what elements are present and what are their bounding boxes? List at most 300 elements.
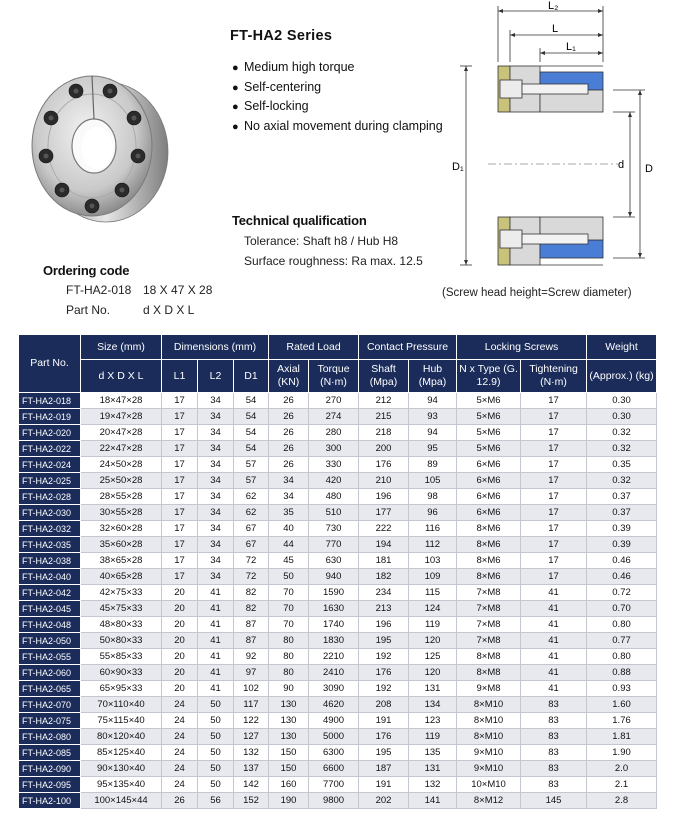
series-title: FT-HA2 Series xyxy=(230,28,333,44)
cell-tightening: 17 xyxy=(521,473,587,489)
cell-shaft: 176 xyxy=(359,457,409,473)
cell-tightening: 17 xyxy=(521,409,587,425)
cell-tightening: 17 xyxy=(521,553,587,569)
cell-part-no: FT-HA2-080 xyxy=(19,729,81,745)
cell-l2: 41 xyxy=(198,681,234,697)
cell-l1: 24 xyxy=(162,745,198,761)
header-size-sub: d X D X L xyxy=(81,360,162,393)
cell-hub: 95 xyxy=(409,441,457,457)
cell-size: 28×55×28 xyxy=(81,489,162,505)
cell-l1: 17 xyxy=(162,537,198,553)
table-row xyxy=(19,505,657,521)
bullet-icon: ● xyxy=(232,62,239,74)
cell-axial: 130 xyxy=(269,729,309,745)
cell-axial: 26 xyxy=(269,425,309,441)
cell-torque: 5000 xyxy=(309,729,359,745)
cell-weight: 0.37 xyxy=(587,489,657,505)
cell-part-no: FT-HA2-075 xyxy=(19,713,81,729)
cell-axial: 130 xyxy=(269,713,309,729)
cell-part-no: FT-HA2-030 xyxy=(19,505,81,521)
cell-l2: 50 xyxy=(198,729,234,745)
cell-axial: 70 xyxy=(269,601,309,617)
cell-l1: 24 xyxy=(162,761,198,777)
cell-hub: 105 xyxy=(409,473,457,489)
cell-shaft: 196 xyxy=(359,617,409,633)
cell-shaft: 177 xyxy=(359,505,409,521)
cell-axial: 34 xyxy=(269,489,309,505)
table-row xyxy=(19,649,657,665)
cell-hub: 94 xyxy=(409,393,457,409)
feature-item: ● No axial movement during clamping xyxy=(232,117,443,137)
cell-size: 55×85×33 xyxy=(81,649,162,665)
table-row xyxy=(19,553,657,569)
cell-screws: 6×M6 xyxy=(457,505,521,521)
cell-part-no: FT-HA2-024 xyxy=(19,457,81,473)
cell-d1: 72 xyxy=(234,553,269,569)
cell-screws: 5×M6 xyxy=(457,409,521,425)
cell-l2: 34 xyxy=(198,569,234,585)
cell-hub: 103 xyxy=(409,553,457,569)
cell-weight: 2.1 xyxy=(587,777,657,793)
cell-d1: 57 xyxy=(234,473,269,489)
table-row xyxy=(19,761,657,777)
cell-torque: 2210 xyxy=(309,649,359,665)
cell-hub: 94 xyxy=(409,425,457,441)
cell-screws: 8×M10 xyxy=(457,697,521,713)
cell-part-no: FT-HA2-038 xyxy=(19,553,81,569)
cell-part-no: FT-HA2-019 xyxy=(19,409,81,425)
cell-part-no: FT-HA2-100 xyxy=(19,793,81,809)
cell-hub: 141 xyxy=(409,793,457,809)
table-row xyxy=(19,729,657,745)
label-l: L xyxy=(552,23,559,35)
cell-l1: 20 xyxy=(162,585,198,601)
cell-shaft: 196 xyxy=(359,489,409,505)
cell-shaft: 191 xyxy=(359,777,409,793)
header-shaft: Shaft (Mpa) xyxy=(359,360,409,393)
header-contact-pressure: Contact Pressure xyxy=(359,335,457,360)
cell-part-no: FT-HA2-020 xyxy=(19,425,81,441)
table-row xyxy=(19,633,657,649)
cell-part-no: FT-HA2-045 xyxy=(19,601,81,617)
cell-screws: 8×M6 xyxy=(457,569,521,585)
cell-d1: 62 xyxy=(234,489,269,505)
label-d1: D₁ xyxy=(452,161,464,173)
cell-weight: 0.37 xyxy=(587,505,657,521)
cell-size: 45×75×33 xyxy=(81,601,162,617)
cell-shaft: 195 xyxy=(359,745,409,761)
table-row xyxy=(19,617,657,633)
header-l1: L1 xyxy=(162,360,198,393)
cell-hub: 112 xyxy=(409,537,457,553)
cell-weight: 0.93 xyxy=(587,681,657,697)
cell-tightening: 17 xyxy=(521,569,587,585)
cell-weight: 0.80 xyxy=(587,649,657,665)
cell-shaft: 200 xyxy=(359,441,409,457)
cell-weight: 0.30 xyxy=(587,409,657,425)
cell-size: 32×60×28 xyxy=(81,521,162,537)
cell-axial: 130 xyxy=(269,697,309,713)
table-row xyxy=(19,601,657,617)
cell-screws: 6×M6 xyxy=(457,473,521,489)
cell-weight: 0.80 xyxy=(587,617,657,633)
cell-l1: 17 xyxy=(162,569,198,585)
cell-shaft: 192 xyxy=(359,681,409,697)
cell-l2: 34 xyxy=(198,553,234,569)
cell-shaft: 181 xyxy=(359,553,409,569)
cell-tightening: 83 xyxy=(521,777,587,793)
cell-tightening: 41 xyxy=(521,585,587,601)
cell-shaft: 222 xyxy=(359,521,409,537)
cell-axial: 50 xyxy=(269,569,309,585)
cell-size: 85×125×40 xyxy=(81,745,162,761)
cell-torque: 330 xyxy=(309,457,359,473)
cell-tightening: 17 xyxy=(521,489,587,505)
cell-d1: 87 xyxy=(234,617,269,633)
cell-axial: 160 xyxy=(269,777,309,793)
cell-hub: 93 xyxy=(409,409,457,425)
cell-screws: 6×M6 xyxy=(457,489,521,505)
cell-torque: 1830 xyxy=(309,633,359,649)
cell-axial: 90 xyxy=(269,681,309,697)
cell-l2: 56 xyxy=(198,793,234,809)
cell-shaft: 182 xyxy=(359,569,409,585)
feature-item: ● Self-centering xyxy=(232,78,443,98)
cell-hub: 115 xyxy=(409,585,457,601)
cell-size: 48×80×33 xyxy=(81,617,162,633)
table-row xyxy=(19,457,657,473)
cell-axial: 80 xyxy=(269,649,309,665)
cell-axial: 150 xyxy=(269,745,309,761)
cell-axial: 26 xyxy=(269,393,309,409)
ordering-example xyxy=(66,283,212,297)
cell-shaft: 187 xyxy=(359,761,409,777)
label-d-small: d xyxy=(618,159,625,171)
cell-d1: 62 xyxy=(234,505,269,521)
cell-hub: 119 xyxy=(409,729,457,745)
cell-tightening: 83 xyxy=(521,713,587,729)
cell-screws: 8×M8 xyxy=(457,665,521,681)
header-rated-load: Rated Load xyxy=(269,335,359,360)
cell-shaft: 192 xyxy=(359,649,409,665)
cell-part-no: FT-HA2-050 xyxy=(19,633,81,649)
table-row xyxy=(19,713,657,729)
cell-part-no: FT-HA2-032 xyxy=(19,521,81,537)
cell-screws: 8×M8 xyxy=(457,649,521,665)
cell-screws: 5×M6 xyxy=(457,393,521,409)
cell-part-no: FT-HA2-035 xyxy=(19,537,81,553)
spec-table xyxy=(18,334,657,809)
cell-l2: 50 xyxy=(198,697,234,713)
label-l1: L₁ xyxy=(566,41,576,53)
cell-torque: 510 xyxy=(309,505,359,521)
cell-tightening: 17 xyxy=(521,441,587,457)
cell-tightening: 41 xyxy=(521,665,587,681)
cell-torque: 9800 xyxy=(309,793,359,809)
ordering-format xyxy=(66,303,194,317)
cell-screws: 7×M8 xyxy=(457,617,521,633)
table-row xyxy=(19,665,657,681)
cell-l2: 50 xyxy=(198,761,234,777)
cell-axial: 190 xyxy=(269,793,309,809)
table-row xyxy=(19,425,657,441)
cell-l2: 34 xyxy=(198,505,234,521)
cell-d1: 137 xyxy=(234,761,269,777)
cell-weight: 0.32 xyxy=(587,425,657,441)
tolerance-text: Tolerance: Shaft h8 / Hub H8 xyxy=(244,234,399,248)
cell-torque: 940 xyxy=(309,569,359,585)
cell-screws: 8×M10 xyxy=(457,729,521,745)
cell-l1: 20 xyxy=(162,601,198,617)
cell-screws: 7×M8 xyxy=(457,601,521,617)
table-row xyxy=(19,777,657,793)
cell-size: 65×95×33 xyxy=(81,681,162,697)
roughness-text: Surface roughness: Ra max. 12.5 xyxy=(244,254,423,268)
cell-screws: 10×M10 xyxy=(457,777,521,793)
cell-l2: 34 xyxy=(198,441,234,457)
product-photo xyxy=(22,66,172,226)
cell-torque: 3090 xyxy=(309,681,359,697)
table-row xyxy=(19,521,657,537)
bullet-icon: ● xyxy=(232,81,239,94)
cell-torque: 280 xyxy=(309,425,359,441)
table-row xyxy=(19,569,657,585)
cell-weight: 0.88 xyxy=(587,665,657,681)
cell-part-no: FT-HA2-085 xyxy=(19,745,81,761)
cell-axial: 70 xyxy=(269,585,309,601)
cell-l1: 20 xyxy=(162,633,198,649)
label-d-large: D xyxy=(645,163,653,175)
cell-l2: 41 xyxy=(198,633,234,649)
cell-l1: 17 xyxy=(162,425,198,441)
cell-d1: 87 xyxy=(234,633,269,649)
cell-screws: 6×M6 xyxy=(457,457,521,473)
cell-screws: 9×M10 xyxy=(457,761,521,777)
cell-d1: 72 xyxy=(234,569,269,585)
cell-hub: 120 xyxy=(409,633,457,649)
cell-d1: 54 xyxy=(234,441,269,457)
header-l2: L2 xyxy=(198,360,234,393)
table-row xyxy=(19,745,657,761)
table-row xyxy=(19,585,657,601)
cell-weight: 0.46 xyxy=(587,553,657,569)
cell-shaft: 218 xyxy=(359,425,409,441)
cell-l2: 41 xyxy=(198,617,234,633)
cell-torque: 270 xyxy=(309,393,359,409)
cell-d1: 54 xyxy=(234,409,269,425)
cell-hub: 135 xyxy=(409,745,457,761)
cell-axial: 44 xyxy=(269,537,309,553)
cell-axial: 34 xyxy=(269,473,309,489)
cell-d1: 132 xyxy=(234,745,269,761)
cell-l1: 17 xyxy=(162,441,198,457)
cell-size: 50×80×33 xyxy=(81,633,162,649)
cross-section-drawing xyxy=(440,0,670,285)
feature-list xyxy=(232,58,443,136)
cell-tightening: 83 xyxy=(521,697,587,713)
cell-size: 100×145×44 xyxy=(81,793,162,809)
cell-part-no: FT-HA2-090 xyxy=(19,761,81,777)
ordering-title: Ordering code xyxy=(43,263,130,278)
cell-torque: 480 xyxy=(309,489,359,505)
bullet-icon: ● xyxy=(232,120,239,133)
cell-d1: 127 xyxy=(234,729,269,745)
cell-torque: 1590 xyxy=(309,585,359,601)
cell-size: 60×90×33 xyxy=(81,665,162,681)
cell-torque: 4900 xyxy=(309,713,359,729)
cell-part-no: FT-HA2-055 xyxy=(19,649,81,665)
cell-axial: 40 xyxy=(269,521,309,537)
table-row xyxy=(19,409,657,425)
cell-l1: 24 xyxy=(162,777,198,793)
cell-l2: 50 xyxy=(198,713,234,729)
cell-weight: 1.90 xyxy=(587,745,657,761)
cell-d1: 67 xyxy=(234,521,269,537)
cell-shaft: 194 xyxy=(359,537,409,553)
cell-hub: 123 xyxy=(409,713,457,729)
cell-tightening: 17 xyxy=(521,393,587,409)
cell-axial: 35 xyxy=(269,505,309,521)
table-row xyxy=(19,441,657,457)
cell-hub: 132 xyxy=(409,777,457,793)
cell-screws: 8×M12 xyxy=(457,793,521,809)
header-hub: Hub (Mpa) xyxy=(409,360,457,393)
table-row xyxy=(19,537,657,553)
cell-d1: 102 xyxy=(234,681,269,697)
ordering-example-code: FT-HA2-018 xyxy=(66,283,132,297)
cell-tightening: 41 xyxy=(521,617,587,633)
cell-size: 40×65×28 xyxy=(81,569,162,585)
cell-weight: 0.39 xyxy=(587,537,657,553)
cell-shaft: 234 xyxy=(359,585,409,601)
cell-d1: 57 xyxy=(234,457,269,473)
cell-shaft: 213 xyxy=(359,601,409,617)
cell-weight: 2.0 xyxy=(587,761,657,777)
cell-size: 42×75×33 xyxy=(81,585,162,601)
cell-hub: 109 xyxy=(409,569,457,585)
cell-l2: 41 xyxy=(198,649,234,665)
header-locking-screws: Locking Screws xyxy=(457,335,587,360)
cell-weight: 0.46 xyxy=(587,569,657,585)
cell-size: 75×115×40 xyxy=(81,713,162,729)
header-weight: Weight xyxy=(587,335,657,360)
cell-screws: 7×M8 xyxy=(457,585,521,601)
cell-d1: 82 xyxy=(234,601,269,617)
technical-title: Technical qualification xyxy=(232,213,367,228)
spec-table-body xyxy=(19,393,657,809)
cell-part-no: FT-HA2-022 xyxy=(19,441,81,457)
cell-torque: 300 xyxy=(309,441,359,457)
feature-item: ● Medium high torque xyxy=(232,58,443,78)
cell-axial: 150 xyxy=(269,761,309,777)
cell-size: 18×47×28 xyxy=(81,393,162,409)
cell-part-no: FT-HA2-060 xyxy=(19,665,81,681)
cell-torque: 770 xyxy=(309,537,359,553)
cell-hub: 89 xyxy=(409,457,457,473)
cell-d1: 82 xyxy=(234,585,269,601)
cell-axial: 26 xyxy=(269,409,309,425)
cell-d1: 142 xyxy=(234,777,269,793)
cell-part-no: FT-HA2-025 xyxy=(19,473,81,489)
cell-tightening: 145 xyxy=(521,793,587,809)
cell-screws: 8×M10 xyxy=(457,713,521,729)
header-part-no: Part No. xyxy=(19,335,81,393)
cell-size: 70×110×40 xyxy=(81,697,162,713)
cell-d1: 92 xyxy=(234,649,269,665)
cell-size: 38×65×28 xyxy=(81,553,162,569)
cell-axial: 80 xyxy=(269,633,309,649)
cell-hub: 96 xyxy=(409,505,457,521)
cell-tightening: 83 xyxy=(521,761,587,777)
cell-screws: 5×M6 xyxy=(457,425,521,441)
cell-tightening: 83 xyxy=(521,729,587,745)
cell-l1: 20 xyxy=(162,617,198,633)
ordering-example-size: 18 X 47 X 28 xyxy=(143,283,213,297)
table-row xyxy=(19,393,657,409)
cell-l1: 17 xyxy=(162,473,198,489)
cell-l1: 24 xyxy=(162,713,198,729)
cell-hub: 134 xyxy=(409,697,457,713)
cell-screws: 9×M10 xyxy=(457,745,521,761)
cell-tightening: 83 xyxy=(521,745,587,761)
cell-l1: 17 xyxy=(162,505,198,521)
cell-axial: 26 xyxy=(269,457,309,473)
cell-size: 20×47×28 xyxy=(81,425,162,441)
cell-l1: 17 xyxy=(162,521,198,537)
table-row xyxy=(19,697,657,713)
cell-l1: 24 xyxy=(162,729,198,745)
header-d1: D1 xyxy=(234,360,269,393)
cell-l2: 34 xyxy=(198,521,234,537)
bullet-icon: ● xyxy=(232,101,239,113)
cell-torque: 2410 xyxy=(309,665,359,681)
cell-shaft: 176 xyxy=(359,729,409,745)
header-tightening: Tightening (N·m) xyxy=(521,360,587,393)
cell-d1: 67 xyxy=(234,537,269,553)
header-size: Size (mm) xyxy=(81,335,162,360)
part-format: d X D X L xyxy=(143,303,195,317)
cell-weight: 1.76 xyxy=(587,713,657,729)
cell-weight: 0.32 xyxy=(587,441,657,457)
cell-l2: 41 xyxy=(198,585,234,601)
cell-size: 80×120×40 xyxy=(81,729,162,745)
table-row xyxy=(19,793,657,809)
cell-shaft: 215 xyxy=(359,409,409,425)
cell-l1: 17 xyxy=(162,409,198,425)
cell-part-no: FT-HA2-018 xyxy=(19,393,81,409)
cell-screws: 8×M6 xyxy=(457,537,521,553)
cell-weight: 0.72 xyxy=(587,585,657,601)
cell-hub: 120 xyxy=(409,665,457,681)
screw-note: (Screw head height=Screw diameter) xyxy=(442,287,632,299)
cell-l1: 17 xyxy=(162,457,198,473)
cell-screws: 5×M6 xyxy=(457,441,521,457)
cell-weight: 0.32 xyxy=(587,473,657,489)
cell-screws: 7×M8 xyxy=(457,633,521,649)
cell-axial: 70 xyxy=(269,617,309,633)
cell-l1: 24 xyxy=(162,697,198,713)
cell-size: 90×130×40 xyxy=(81,761,162,777)
cell-size: 95×135×40 xyxy=(81,777,162,793)
cell-torque: 420 xyxy=(309,473,359,489)
cell-part-no: FT-HA2-070 xyxy=(19,697,81,713)
cell-axial: 26 xyxy=(269,441,309,457)
cell-d1: 54 xyxy=(234,393,269,409)
cell-part-no: FT-HA2-042 xyxy=(19,585,81,601)
cell-tightening: 17 xyxy=(521,521,587,537)
cell-l1: 17 xyxy=(162,489,198,505)
cell-tightening: 17 xyxy=(521,505,587,521)
